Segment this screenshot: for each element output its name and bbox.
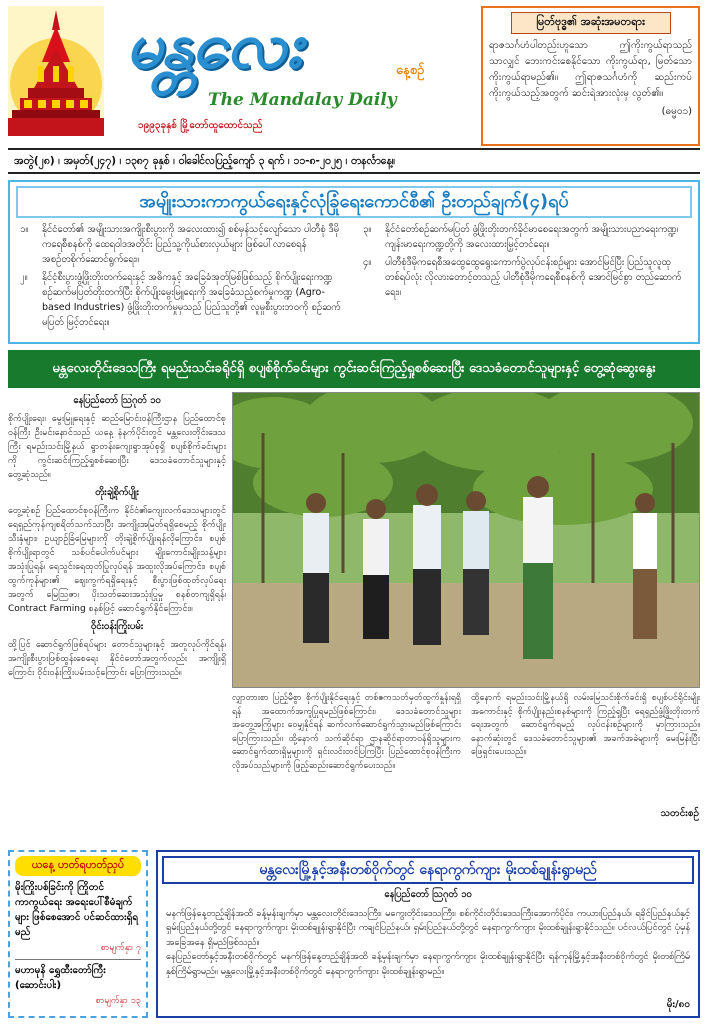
objective-number: ၃။ xyxy=(363,224,372,235)
story-signoff: သတင်းစဉ် xyxy=(660,808,699,819)
pagoda-logo-icon xyxy=(8,6,104,136)
masthead-subtitle: နေ့စဉ် xyxy=(396,63,425,78)
issue-dateline: အတွဲ(၂၈) ၊ အမှတ်(၂၄၇) ၊ ၁၃၈၇ ခုနှစ် ၊ ဝါခေါင်လပြည့်ကျော် ၃ ရက် ၊ ၁၁-၈-၂၀၂၅ ၊ တနင်္လာနေ့။ xyxy=(8,148,700,174)
promo-divider xyxy=(15,959,141,960)
objective-number: ၄။ xyxy=(363,257,372,268)
vineyard-photo-image xyxy=(233,393,700,688)
story-dateline: နေပြည်တော် ဩဂုတ် ၁၀ xyxy=(384,889,472,900)
lead-story-headline[interactable]: မန္တလေးတိုင်းဒေသကြီး ရမည်းသင်းခရိုင်ရှိ စပျစ်စိုက်ခင်းများ ကွင်းဆင်းကြည့်ရှုစစ်ဆေးပြီး ဒေသခံတောင်သူများနှင့် တွေ့ဆုံဆွေးနွေး xyxy=(8,350,700,388)
objective-text: ပါတီစုံဒီမိုကရေစီအထွေထွေရွေးကောက်ပွဲလုပ်ငန်းစဉ်များ အောင်မြင်ပြီး ပြည်သူလူထု တစ်ရပ်လုံး လိုလားတောင့်တသည့် ပါတီစုံဒီမိုကရေစီစနစ်ကို အောင်မြင်စွာ တည်ဆောက်ရေး။ xyxy=(385,257,682,298)
story-paragraph: ထို့ပြင် ဆောင်ရွက်ဖြစ်ရပ်များ တောင်သူများနှင့် အတူလုပ်ကိုင်ရန်၊ အကျိုးစီးပွားဖြစ်ထွန်းစေရေး နိုင်ငံတော်အတွက်လည်း အကျိုးရှိကြောင်း ဝိုင်းဝန်းကြိုးပမ်းသင့်ကြောင်း ပြောကြားသည်။ xyxy=(8,640,226,678)
lead-story-column xyxy=(8,394,226,854)
masthead-english-title: The Mandalay Daily xyxy=(208,90,397,110)
story-paragraph: နေပြည်တော်နှင့်အနီးတစ်ဝိုက်တွင် မနက်ဖြန်နေ့တည့်ချိန်အထိ ခန့်မှန်းချက်မှာ နေရာကွက်ကျား မိုးထစ်ချုန်းရွာနိုင်ပြီး ရန်ကုန်မြို့နှင့်အနီးတစ်ဝိုက်တွင် မိုးတစ်ကြိမ်နှစ်ကြိမ်ရွာမည်။ မန္တလေးမြို့နှင့်အနီးတစ်ဝိုက်တွင် နေရာကွက်ကျား မိုးထစ်ချုန်းရွာမည်။ xyxy=(166,951,690,977)
promo-page-ref: စာမျက်နှာ ၇ xyxy=(100,943,141,953)
masthead-established: ၁၉၉၃ခုနှစ် မြို့တော်ထူထောင်သည် xyxy=(138,120,263,131)
story-paragraph: တွေ့ဆုံစဉ် ပြည်ထောင်စုဝန်ကြီးက နိုင်ငံ၏ကျေးလက်ဒေသများတွင် ရေရှည်ကုန်ကျစရိတ်သက်သာပြီး အကျိုးအမြတ်ရရှိစေမည့် စိုက်ပျိုးသီးနှံများ၊ ဥယျာဉ်ခြံမြေများကို တိုးချဲ့စိုက်ပျိုးရန်လိုကြောင်း၊ စပျစ်စိုက်ပျိုးရာတွင် သစ်ပင်ပေါက်ပင်များ မျိုးကောင်းမျိုးသန့်များ အသုံးပြုရန်၊ ရေသွင်းရေထုတ်ပြုလုပ်ရန် အထူးလိုအပ်ကြောင်း၊ စပျစ်ထွက်ကုန်များ၏ ဈေးကွက်ရရှိရေးနှင့် စီးပွားဖြစ်ထုတ်လုပ်ရေးအတွက် မြေဩဇာ၊ ပိုးသတ်ဆေးအသုံးပြုမှု စနစ်တကျရှိရန်၊ Contract Farming စနစ်ဖြင့် ဆောင်ရွက်နိုင်ကြောင်း။ xyxy=(8,506,226,614)
objective-number: ၂။ xyxy=(20,272,28,283)
masthead-title: မန္တလေး xyxy=(126,9,301,83)
promo-item[interactable]: မဟာမုနိ ရွှေထီးတော်ကြီး (ဆောင်းပါး) xyxy=(15,965,106,991)
inside-pages-promo xyxy=(8,850,148,1018)
promo-title: ယနေ့ ဟတ်ရဟတ်ညှပ် xyxy=(15,856,141,876)
objective-item xyxy=(20,222,345,267)
lead-story-continuation xyxy=(232,692,700,830)
weather-story xyxy=(156,850,700,1018)
objective-number: ၁။ xyxy=(20,224,29,235)
promo-item[interactable]: မိုးကြိုးပစ်ခြင်းကို ကြိုတင်ကာကွယ်ရေး အရေးပေါ်စီမံချက်များ ဖြစ်စေအောင် ပင်ဆင်ထားရှိရမည် xyxy=(15,882,139,938)
weather-story-ref: မိုး/၈၀ xyxy=(666,999,690,1010)
vineyard-photo[interactable] xyxy=(232,392,700,688)
objectives-title: အမျိုးသားကာကွယ်ရေးနှင့်လုံခြုံရေးကောင်စီ၏ ဦးတည်ချက်(၄)ရပ် xyxy=(16,186,692,218)
story-subheading: တိုးချဲ့စိုက်ပျိုး xyxy=(95,487,139,498)
story-paragraph: စိုက်ပျိုးရေး၊ မွေးမြူရေးနှင့် ဆည်မြောင်းဝန်ကြီးဌာန ပြည်ထောင်စုဝန်ကြီး ဦးမင်းနောင်သည် ယနေ့ နံနက်ပိုင်းတွင် မန္တလေးတိုင်းဒေသကြီး ရမည်းသင်းမြို့နယ် ရွာတန်းကျေးရွာအုပ်စုရှိ စပျစ်စိုက်ခင်းများကို ကွင်းဆင်းကြည့်ရှုစစ်ဆေးပြီး ဒေသခံတောင်သူများနှင့် တွေ့ဆုံသည်။ xyxy=(8,414,226,480)
story-paragraph: မနက်ဖြန်နေ့တည့်ချိန်အထိ ခန့်မှန်းချက်မှာ မန္တလေးတိုင်းဒေသကြီး၊ မကွေးတိုင်းဒေသကြီး၊ စစ်ကိုင်းတိုင်းဒေသကြီးအောက်ပိုင်း၊ ကယားပြည်နယ်၊ ရခိုင်ပြည်နယ်နှင့် ရှမ်းပြည်နယ်တို့တွင် နေရာကွက်ကျား မိုးထစ်ချုန်းရွာနိုင်ပြီး ကချင်ပြည်နယ်၊ ရှမ်းပြည်နယ်တို့တွင် နေရာကွက်ကျား မိုးထစ်ချုန်းရွာနိုင်သည်။ ပင်လယ်ပြင်တွင် ပုံမှန်အခြေအနေ ရှိမည်ဖြစ်သည်။ xyxy=(166,907,690,948)
masthead xyxy=(8,6,476,144)
story-subheading: ဝိုင်းဝန်းကြိုးပမ်း xyxy=(90,621,144,632)
objective-item xyxy=(363,222,688,252)
story-paragraph: လျှာတားစာ ပြည့်မီစွာ စိုက်ပျိုးနိုင်ရေးနှင့် တစ်ဧကသတ်မှတ်ထွက်နှုန်းရရှိရန် အထောက်အကူပြုရမည်ဖြစ်ကြောင်း၊ ဒေသခံတောင်သူများ အတွေ့အကြုံများ ဝေမျှနိုင်ရန် ဆက်လက်ဆောင်ရွက်သွားမည်ဖြစ်ကြောင်း ပြောကြားသည်။ ထို့နောက် သက်ဆိုင်ရာ ဌာနဆိုင်ရာတာဝန်ရှိသူများက ဆောင်ရွက်ထားရှိမှုများကို ရှင်းလင်းတင်ပြကြပြီး ပြည်ထောင်စုဝန်ကြီးက လိုအပ်သည်များကို ဖြည့်ဆည်းဆောင်ရွက်ပေးသည်။ xyxy=(232,693,461,771)
objective-text: နိုင်ငံ့စီးပွားဖွံ့ဖြိုးတိုးတက်ရေးနှင့် အဓိကနှင့် အခြေခံအုတ်မြစ်ဖြစ်သည့် စိုက်ပျိုးရေးကဏ္ဍ စဉ်ဆက်မပြတ်တိုးတက်ပြီး စိုက်ပျိုးမွေးမြူရေးကို အခြေခံသည့်စက်မှုကဏ္ဍ (Agro-based Industries) ဖွံ့ဖြိုးတိုးတက်မှုမှသည် ပြည်သူတို့၏ လူမှုစီးပွားဘဝကို စဉ်ဆက်မပြတ် မြင့်တင်ရေး။ xyxy=(42,272,341,328)
quote-body: ရာဇသင်္ဂဟံပါတည်းဟူသော ဤကိုးကွယ်ရာသည် သာလျှင် ဘေးကင်းစေနိုင်သော ကိုးကွယ်ရာ, မြတ်သော ကိုးကွယ်ရာမည်၏။ ဤရာဇသင်္ဂဟံကို ဆည်းကပ်ကိုးကွယ်သည့်အတွက် ဆင်းရဲအားလုံးမှ လွတ်၏။ xyxy=(489,40,692,99)
quote-heading: မြတ်ဗုဒ္ဓ၏ အဆုံးအမတရား xyxy=(511,12,671,34)
objectives-box xyxy=(8,180,700,344)
objective-item xyxy=(20,270,345,330)
objective-text: နိုင်ငံတော်၏ အမျိုးသားအကျိုးစီးပွားကို အလေးထား၍ စစ်မှန်သင့်လျော်သော ပါတီစုံ ဒီမိုကရေစီစနစ်ကို ထေရဝါဒအတိုင်း ပြည်သူ့ကိုယ်စားလှယ်များ ဖြစ်ပေါ်လာစေရန် အစဉ်တစိုက်ဆောင်ရွက်ရေး။ xyxy=(42,224,340,265)
objective-item xyxy=(363,255,688,300)
story-paragraph: ထို့နောက် ရမည်းသင်းမြို့နယ်ရှိ လမ်းမြေသင်းစိုက်ခင်းရှိ စပျစ်ပင်ရိုင်းမျိုးအကောင်းနှင့် စိုက်ပျိုးနည်းစနစ်များကို ကြည့်ရှုပြီး ရေရှည်ဖွံ့ဖြိုးတိုးတက်ရေးအတွက် ဆောင်ရွက်ရမည့် လုပ်ငန်းစဉ်များကို မှာကြားသည်။ နောက်ဆုံးတွင် ဒေသခံတောင်သူများ၏ အခက်အခဲများကို မေးမြန်းပြီး ဖြေရှင်းပေးသည်။ xyxy=(471,693,700,757)
objective-text: နိုင်ငံတော်စဉ်ဆက်မပြတ် ဖွံ့ဖြိုးတိုးတက်ခိုင်မာစေရေးအတွက် အမျိုးသားပညာရေးကဏ္ဍ၊ ကျန်းမာရေးကဏ္ဍတို့ကို အလေးထားမြှင့်တင်ရေး။ xyxy=(385,224,679,250)
promo-page-ref: စာမျက်နှာ ၁၃ xyxy=(95,996,141,1006)
buddha-quote-box xyxy=(481,6,700,146)
weather-story-title[interactable]: မန္တလေးမြို့နှင့်အနီးတစ်ဝိုက်တွင် နေရာကွက်ကျား မိုးထစ်ချုန်းရွာမည် xyxy=(162,856,694,884)
quote-citation: (ဓမ္မ၀၁) xyxy=(661,106,692,117)
story-dateline: နေပြည်တော် ဩဂုတ် ၁၀ xyxy=(73,395,161,406)
